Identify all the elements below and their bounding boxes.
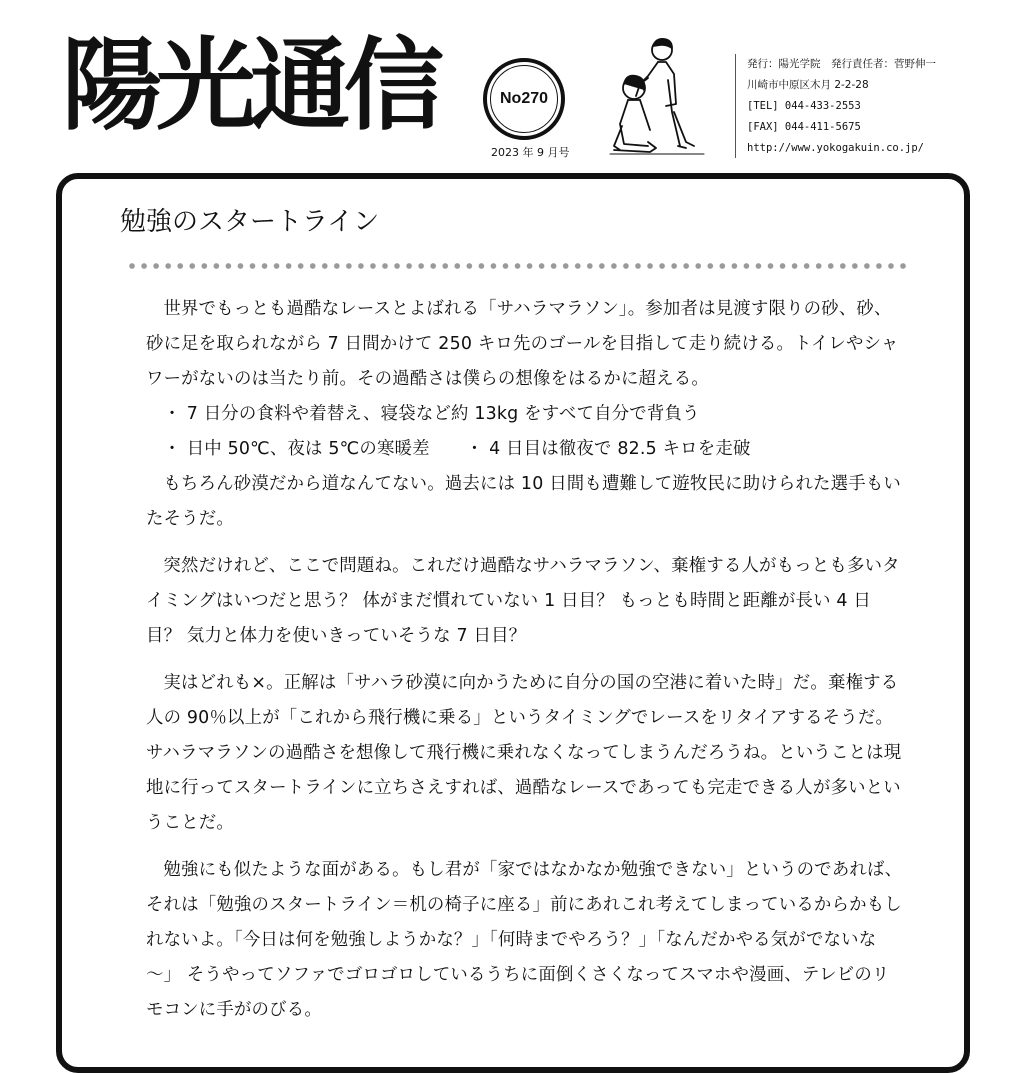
publisher-fax: [FAX] 044-411-5675 bbox=[747, 121, 861, 133]
article-paragraph: 世界でもっとも過酷なレースとよばれる「サハラマラソン」。参加者は見渡す限りの砂、砂、砂に足を取られながら 7 日間かけて 250 キロ先のゴールを目指して走り続ける。トイレやシャワーがないのは当たり前。その過酷さは僕らの想像をはるかに超える。 bbox=[146, 299, 899, 389]
publisher-tel: [TEL] 044-433-2553 bbox=[747, 100, 861, 112]
article-body bbox=[146, 292, 906, 1028]
bullet-item: ・ 日中 50℃、夜は 5℃の寒暖差 bbox=[163, 439, 430, 459]
publisher-url[interactable]: http://www.yokogakuin.co.jp/ bbox=[747, 142, 925, 154]
bullet-item: ・ 4 日目は徹夜で 82.5 キロを走破 bbox=[465, 439, 751, 459]
teacher-helping-student-stretch-illustration bbox=[600, 34, 712, 164]
article-paragraph: 勉強にも似たような面がある。もし君が「家ではなかなか勉強できない」というのであれば、それは「勉強のスタートライン＝机の椅子に座る」前にあれこれ考えてしまっているからかもしれないよ。「今日は何を勉強しようかな？」「何時までやろう？」「なんだかやる気がでないな～」 そうやってソファでゴロゴロしているうちに面倒くさくなってスマホや漫画、テレビのリモコンに手がのびる。 bbox=[146, 860, 903, 1020]
issue-date: 2023 年 9 月号 bbox=[491, 146, 570, 159]
article-title: 勉強のスタートライン bbox=[120, 207, 380, 237]
masthead-title: 陽光通信 bbox=[62, 27, 438, 144]
article-paragraph: もちろん砂漠だから道なんてない。過去には 10 日間も遭難して遊牧民に助けられた選手もいたそうだ。 bbox=[146, 474, 902, 529]
issue-number: No270 bbox=[499, 90, 549, 107]
publisher-line: 発行：陽光学院 発行責任者：菅野伸一 bbox=[747, 58, 936, 70]
bullet-item: ・ 7 日分の食料や着替え、寝袋など約 13kg をすべて自分で背負う bbox=[163, 404, 700, 424]
article-paragraph: 実はどれも×。正解は「サハラ砂漠に向かうために自分の国の空港に着いた時」だ。棄権する人の 90％以上が「これから飛行機に乗る」というタイミングでレースをリタイアするそうだ。サハラマラソンの過酷さを想像して飛行機に乗れなくなってしまうんだろうね。ということは現地に行ってスタートラインに立ちさえすれば、過酷なレースであっても完走できる人が多いということだ。 bbox=[146, 673, 902, 833]
publisher-info bbox=[747, 54, 936, 159]
publisher-divider bbox=[735, 54, 736, 158]
issue-number-badge bbox=[483, 58, 565, 140]
bullet-row bbox=[146, 432, 906, 467]
publisher-address: 川崎市中原区木月 2-2-28 bbox=[747, 79, 869, 91]
article-paragraph: 突然だけれど、ここで問題ね。これだけ過酷なサハラマラソン、棄権する人がもっとも多いタイミングはいつだと思う？ 体がまだ慣れていない 1 日目？ もっとも時間と距離が長い 4 日目？ 気力と体力を使いきっていそうな 7 日目？ bbox=[146, 556, 900, 646]
dotted-divider bbox=[126, 262, 908, 270]
